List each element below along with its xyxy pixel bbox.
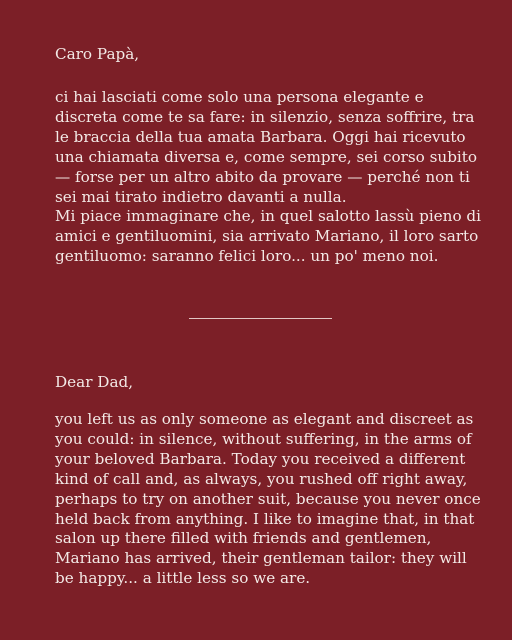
english-line: salon up there filled with friends and gentlemen,: [55, 529, 432, 548]
section-divider: [189, 318, 332, 319]
italian-line: sei mai tirato indietro davanti a nulla.: [55, 187, 347, 206]
italian-line: una chiamata diversa e, come sempre, sei corso subito: [55, 147, 478, 166]
italian-letter-body: [55, 88, 482, 267]
english-line: kind of call and, as always, you rushed off right away,: [55, 469, 468, 488]
italian-line: Mi piace immaginare che, in quel salotto lassù pieno di: [55, 207, 482, 226]
italian-line: discreta come te sa fare: in silenzio, senza soffrire, tra: [55, 107, 475, 126]
english-line: be happy... a little less so we are.: [55, 569, 311, 588]
english-line: perhaps to try on another suit, because you never once: [55, 489, 481, 508]
italian-line: ci hai lasciati come solo una persona elegante e: [55, 88, 424, 106]
italian-salutation: Caro Papà,: [55, 45, 140, 63]
english-line: held back from anything. I like to imagine that, in that: [55, 509, 475, 528]
italian-line: — forse per un altro abito da provare — perché non ti: [55, 167, 470, 186]
english-line: you could: in silence, without suffering, in the arms of: [55, 429, 472, 448]
italian-line: le braccia della tua amata Barbara. Oggi hai ricevuto: [55, 127, 466, 146]
english-line: your beloved Barbara. Today you received a different: [55, 449, 466, 468]
english-line: Mariano has arrived, their gentleman tailor: they will: [55, 549, 467, 568]
english-line: you left us as only someone as elegant and discreet as: [55, 410, 474, 428]
italian-line: amici e gentiluomini, sia arrivato Mariano, il loro sarto: [55, 227, 479, 246]
english-salutation: Dear Dad,: [55, 373, 134, 391]
italian-line: gentiluomo: saranno felici loro... un po' meno noi.: [55, 247, 439, 266]
english-letter-body: [55, 410, 481, 589]
